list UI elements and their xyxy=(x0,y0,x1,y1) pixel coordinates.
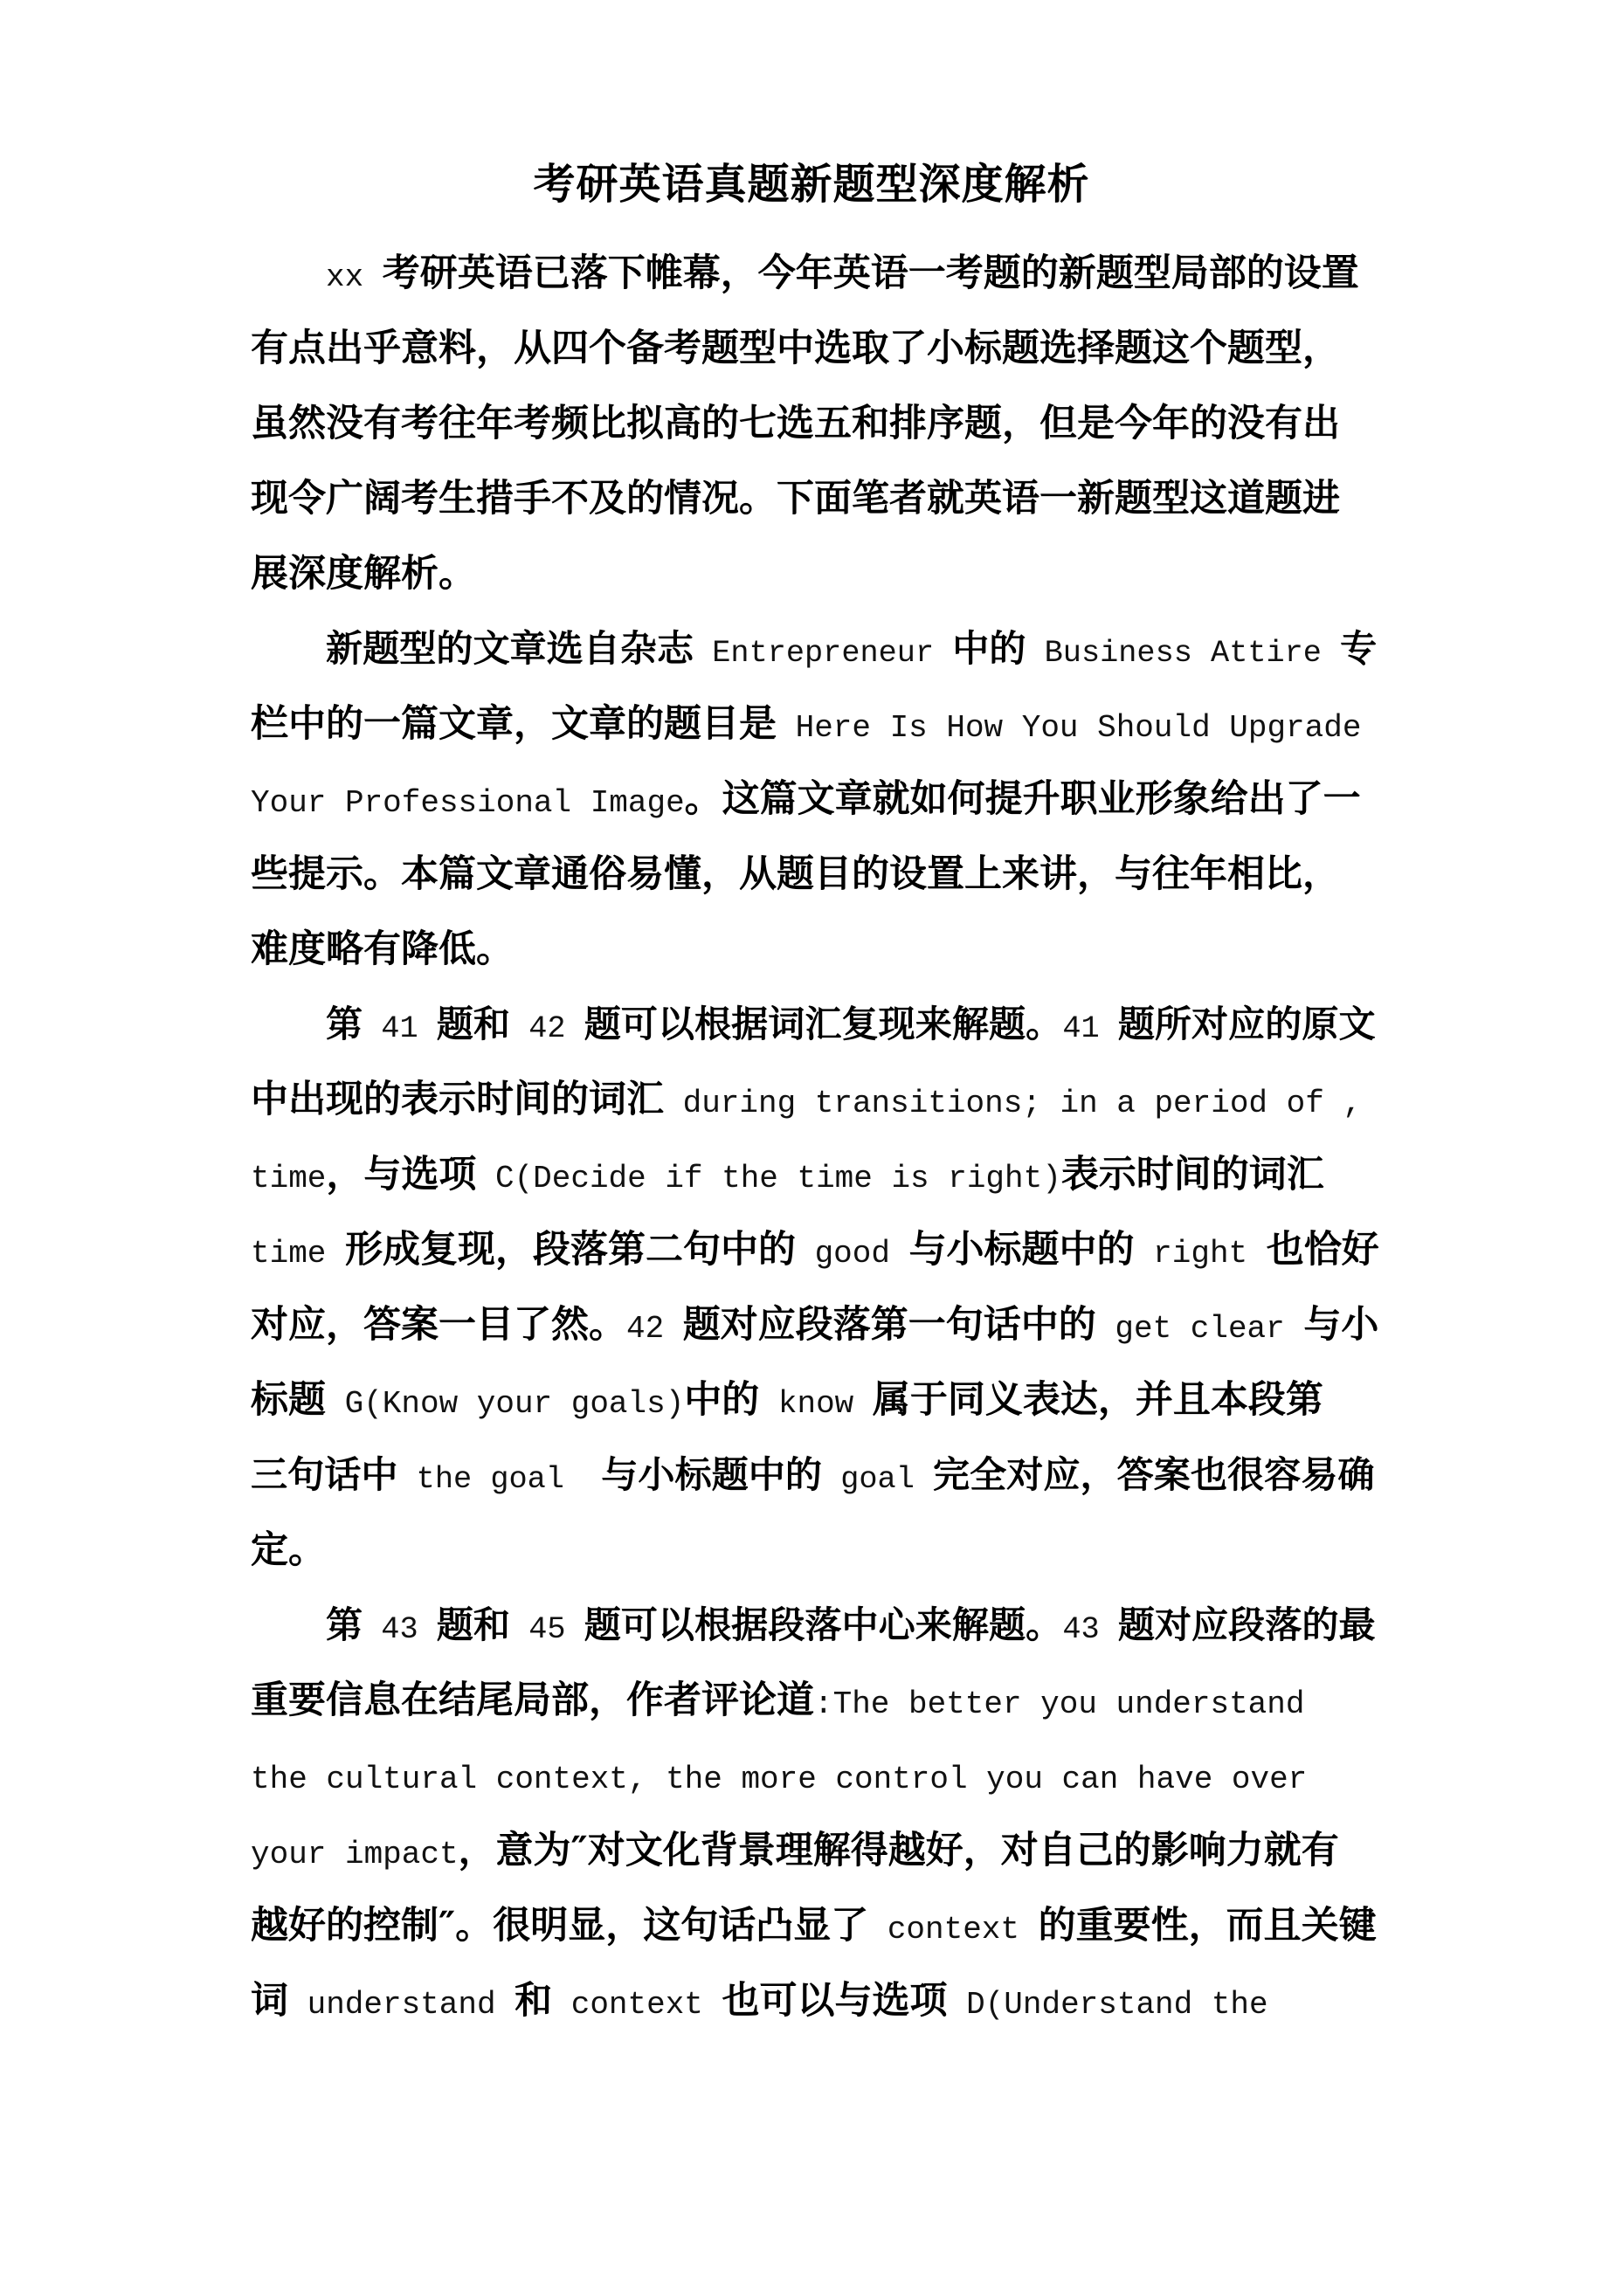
latin-run: your impact xyxy=(251,1837,459,1872)
latin-run: get clear xyxy=(1095,1311,1304,1347)
latin-run: 41 xyxy=(1062,1011,1118,1046)
paragraph-4 xyxy=(251,1588,1386,2038)
latin-run: during transitions; in a period of , xyxy=(664,1086,1362,1121)
text-line: 新题型的文章选自杂志 Entrepreneur 中的 Business Attire 专 xyxy=(326,627,1378,671)
text-line: 重要信息在结尾局部，作者评论道:The better you understand xyxy=(251,1679,1305,1722)
text-line: 越好的控制″。很明显，这句话凸显了 context 的重要性，而且关键 xyxy=(251,1904,1377,1948)
latin-run: the goal xyxy=(397,1462,602,1497)
text-line: 栏中的一篇文章，文章的题目是 Here Is How You Should Upgrade xyxy=(251,702,1362,746)
latin-run: right xyxy=(1134,1236,1267,1272)
latin-run: Here Is How You Should Upgrade xyxy=(777,710,1362,746)
text-line: 词 understand 和 context 也可以与选项 D(Understand the xyxy=(251,1979,1268,2023)
text-line: 定。 xyxy=(251,1528,326,1572)
text-line xyxy=(251,1738,1386,1813)
text-line: 些提示。本篇文章通俗易懂，从题目的设置上来讲，与往年相比， xyxy=(251,852,1340,896)
paragraph-2 xyxy=(251,611,1386,987)
text-line: xx 考研英语已落下帷幕，今年英语一考题的新题型局部的设置 xyxy=(326,252,1359,295)
latin-run: G(Know your goals) xyxy=(326,1386,685,1422)
latin-run: Business Attire xyxy=(1026,636,1341,671)
document-body xyxy=(251,236,1386,2038)
text-line: 虽然没有考往年考频比拟高的七选五和排序题，但是今年的没有出 xyxy=(251,402,1340,445)
latin-run: good xyxy=(795,1236,909,1272)
text-line: Your Professional Image。这篇文章就如何提升职业形象给出了一 xyxy=(251,777,1361,821)
text-line: 展深度解析。 xyxy=(251,552,476,596)
latin-run: time xyxy=(251,1161,327,1196)
text-line: your impact，意为″对文化背景理解得越好，对自己的影响力就有 xyxy=(251,1829,1339,1872)
latin-run: 42 xyxy=(510,1011,584,1046)
text-line: 三句话中 the goal 与小标题中的 goal 完全对应，答案也很容易确 xyxy=(251,1453,1375,1497)
text-line: 难度略有降低。 xyxy=(251,927,514,971)
latin-run: context xyxy=(552,1987,722,2023)
text-line: time 形成复现，段落第二句中的 good 与小标题中的 right 也恰好 xyxy=(251,1228,1379,1272)
text-line: 现令广阔考生措手不及的情况。下面笔者就英语一新题型这道题进 xyxy=(251,477,1340,521)
document-title: 考研英语真题新题型深度解析 xyxy=(533,160,1090,209)
paragraph-3 xyxy=(251,987,1386,1588)
latin-run: Your Professional Image xyxy=(251,785,685,821)
latin-run: context xyxy=(868,1912,1039,1948)
text-line: time，与选项 C(Decide if the time is right)表示时间的词汇 xyxy=(251,1153,1324,1196)
latin-run: D(Understand the xyxy=(947,1987,1268,2023)
text-line: 第 43 题和 45 题可以根据段落中心来解题。43 题对应段落的最 xyxy=(326,1603,1376,1647)
latin-run: xx xyxy=(326,259,383,295)
text-line: 第 41 题和 42 题可以根据词汇复现来解题。41 题所对应的原文 xyxy=(326,1003,1376,1046)
text-line: 有点出乎意料，从四个备考题型中选取了小标题选择题这个题型， xyxy=(251,327,1340,370)
text-line: 对应，答案一目了然。42 题对应段落第一句话中的 get clear 与小 xyxy=(251,1303,1379,1347)
latin-run: understand xyxy=(288,1987,515,2023)
latin-run: :The better you understand xyxy=(814,1686,1305,1722)
latin-run: 43 xyxy=(1062,1612,1118,1647)
latin-run: know xyxy=(759,1386,873,1422)
latin-run: 45 xyxy=(510,1612,584,1647)
latin-run: 43 xyxy=(363,1612,437,1647)
paragraph-1 xyxy=(251,236,1386,611)
latin-run: goal xyxy=(822,1462,934,1497)
latin-run: C(Decide if the time is right) xyxy=(476,1161,1061,1196)
text-line: 标题 G(Know your goals)中的 know 属于同义表达，并且本段第 xyxy=(251,1378,1323,1422)
latin-run: 41 xyxy=(363,1011,437,1046)
latin-run: time xyxy=(251,1236,345,1272)
latin-run: Entrepreneur xyxy=(694,636,953,671)
latin-run: 42 xyxy=(626,1311,683,1347)
latin-run: the cultural context, the more control you can have over xyxy=(251,1762,1308,1797)
text-line: 中出现的表示时间的词汇 during transitions; in a period of , xyxy=(251,1078,1362,1121)
